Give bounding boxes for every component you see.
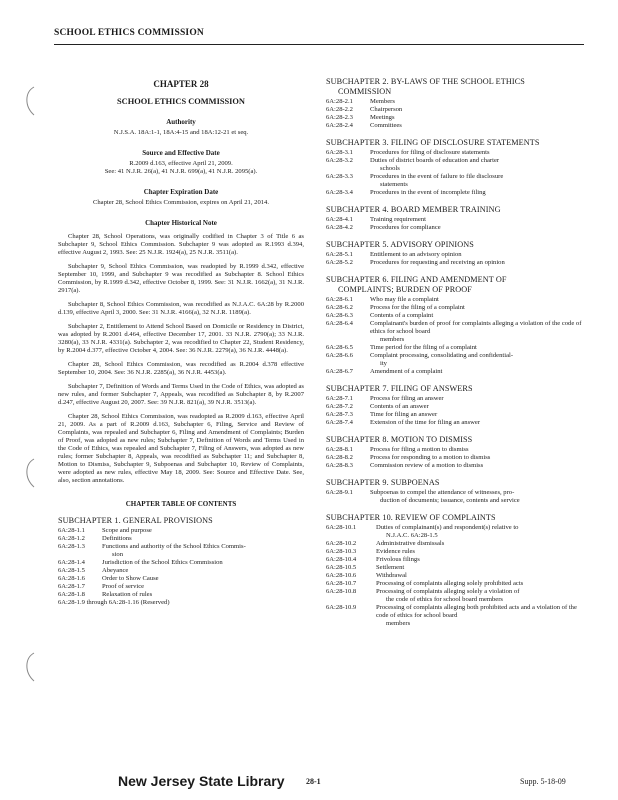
section-title [370,403,588,411]
section-number: 6A:28-1.6 [58,575,85,582]
section-number: 6A:28-1.7 [58,583,85,590]
section-title [370,189,588,197]
running-head: SCHOOL ETHICS COMMISSION [54,28,204,38]
subchapter-heading-cont: COMMISSION [338,87,392,96]
section-number: 6A:28-6.6 [326,352,353,359]
section-title-text: Process for filing an answer [370,395,444,402]
toc-entry [326,489,588,505]
section-number: 6A:28-2.4 [326,122,353,129]
section-title [370,454,588,462]
section-title [370,157,588,173]
toc-entry [326,149,588,157]
source-line: R.2009 d.163, effective April 21, 2009. [129,160,233,167]
toc-entry [326,312,588,320]
section-title [370,419,588,427]
section-number: 6A:28-7.2 [326,403,353,410]
section-title [370,395,588,403]
section-number: 6A:28-8.1 [326,446,353,453]
section-title [370,259,588,267]
toc-entry [326,106,588,114]
section-title-text: Committees [370,122,402,129]
section-title-text: Jurisdiction of the School Ethics Commission [102,559,223,566]
section-number: 6A:28-6.5 [326,344,353,351]
chapter-number: CHAPTER 28 [153,79,209,89]
section-number: 6A:28-7.3 [326,411,353,418]
section-number: 6A:28-1.2 [58,535,85,542]
section-title [370,304,588,312]
section-title [370,173,588,189]
historical-note-paragraph: Chapter 28, School Ethics Commission, was recodified as R.2004 d.378 effective September 10, 2004. See: 36 N.J.R. 2285(a), 36 N.J.R. 4453(a). [58,361,304,376]
section-title [370,149,588,157]
section-title [370,224,588,232]
section-title [370,489,588,505]
punch-hole-top [22,86,36,116]
section-title [102,559,304,567]
toc-entry [326,395,588,403]
toc-entry [326,304,588,312]
section-title [102,575,304,583]
historical-note-paragraph: Chapter 28, School Ethics Commission, was readopted as R.2009 d.163, effective April 21, 2009. As a part of R.2009 d.163, Subchapter 6, Filing, Service and Review of Complaints, was repealed and Subchapter 6, Filing and Amendment of Complaints; Burden of Proof, was adopted as new rules; Subchapter 7, Definition of Words and Terms Used in the Code of Ethics, was repealed and Subchapter 7, Filing of Answers, was adopted as new rules; former Subchapter 8, Appeals, was recodified as Subchapter 11; and Subchapter 8, Motion to Dismiss, Subchapter 9, Subpoenas and Subchapter 10, Review of Complaints, were adopted as new rules, effective May 18, 2009. See: Source and Effective Date. See, also, section annotations. [58,413,304,484]
section-title [370,114,588,122]
section-title [370,312,588,320]
toc-entry [326,572,588,580]
section-title-text: Time period for the filing of a complaint [370,344,477,351]
section-title [370,344,588,352]
section-number: 6A:28-5.1 [326,251,353,258]
section-title [376,564,588,572]
section-title-text: Extension of the time for filing an answer [370,419,481,426]
subchapter-sections [326,251,588,267]
subchapter-heading: SUBCHAPTER 5. ADVISORY OPINIONS [326,240,474,249]
toc-entry [326,446,588,454]
subchapter-sections [326,489,588,505]
section-title-text: Process for responding to a motion to dismiss [370,454,491,461]
authority-text: N.J.S.A. 18A:1-1, 18A:4-15 and 18A:12-21 et seq. [113,129,249,136]
subchapter-heading: SUBCHAPTER 10. REVIEW OF COMPLAINTS [326,513,496,522]
section-number: 6A:28-10.5 [326,564,357,571]
section-title [370,216,588,224]
section-title [370,368,588,376]
section-title [376,588,588,604]
toc-entry [326,524,588,540]
section-title-continuation: members [386,620,411,627]
section-title [370,106,588,114]
section-title-text: Amendment of a complaint [370,368,443,375]
section-title-text: Processing of complaints alleging solely prohibited acts [376,580,524,587]
section-title-text: Procedures for filing of disclosure statements [370,149,490,156]
section-title-text: Members [370,98,395,105]
section-number: 6A:28-10.8 [326,588,357,595]
section-title [102,543,304,559]
toc-entry [326,462,588,470]
subchapter-sections [58,527,304,599]
section-number: 6A:28-10.9 [326,604,357,611]
section-title [102,535,304,543]
section-title-text: Relaxation of rules [102,591,153,598]
toc-entry [326,296,588,304]
section-number: 6A:28-3.3 [326,173,353,180]
section-title [370,462,588,470]
section-title [102,583,304,591]
subchapter-sections [326,216,588,232]
section-title [376,572,588,580]
section-number: 6A:28-1.3 [58,543,85,550]
section-number: 6A:28-6.2 [326,304,353,311]
section-title [370,411,588,419]
toc-entry [326,564,588,572]
subchapter-heading: SUBCHAPTER 3. FILING OF DISCLOSURE STATEMENTS [326,138,540,147]
section-title-text: Procedures in the event of failure to file disclosure [370,173,504,180]
toc-entry [326,604,588,628]
section-number: 6A:28-3.2 [326,157,353,164]
section-number: 6A:28-10.3 [326,548,357,555]
section-title-text: Procedures for requesting and receiving an opinion [370,259,505,266]
supplement-date: Supp. 5-18-09 [520,777,566,786]
section-number: 6A:28-10.4 [326,556,357,563]
section-title-continuation: duction of documents; issuance, contents and service [380,497,520,504]
section-number: 6A:28-2.2 [326,106,353,113]
section-title-continuation: ity [380,360,387,367]
section-number: 6A:28-4.1 [326,216,353,223]
section-number: 6A:28-1.5 [58,567,85,574]
section-title [370,122,588,130]
toc-entry [326,580,588,588]
section-title-text: Procedures for compliance [370,224,441,231]
toc-entry [58,527,304,535]
section-number: 6A:28-2.1 [326,98,353,105]
section-title-continuation: sion [112,551,123,558]
library-stamp: New Jersey State Library [118,773,285,789]
section-title-text: Evidence rules [376,548,415,555]
historical-note-paragraph: Chapter 28, School Operations, was originally codified in Chapter 3 of Title 6 as Subchapter 9, School Ethics Commission. Subchapter 9 was adopted as R.1993 d.394, effective August 2, 1993. See: 25 N.J.R. 1924(a), 25 N.J.R. 3511(a). [58,233,304,256]
section-title-text: Time for filing an answer [370,411,438,418]
punch-hole-bottom [22,652,36,682]
section-title [376,548,588,556]
subchapter-sections [326,149,588,197]
section-number: 6A:28-1.8 [58,591,85,598]
section-number: 6A:28-7.1 [326,395,353,402]
section-title-text: Processing of complaints alleging both prohibited acts and a violation of the code of ethics for school board [376,604,577,619]
toc-entry [326,454,588,462]
section-title-text: Who may file a complaint [370,296,439,303]
chapter-title: SCHOOL ETHICS COMMISSION [117,97,245,106]
section-number: 6A:28-5.2 [326,259,353,266]
section-number: 6A:28-10.7 [326,580,357,587]
section-title-continuation: the code of ethics for school board members [386,596,504,603]
section-number: 6A:28-10.6 [326,572,357,579]
section-title [376,540,588,548]
section-title [370,251,588,259]
section-title-text: Duties of district boards of education and charter [370,157,500,164]
section-number: 6A:28-6.3 [326,312,353,319]
toc-entry [326,224,588,232]
section-title-text: Entitlement to an advisory opinion [370,251,462,258]
section-title-text: Complaint processing, consolidating and confidential- [370,352,514,359]
section-title [102,527,304,535]
toc-entry [58,591,304,599]
toc-entry [326,122,588,130]
toc-entry [326,548,588,556]
expiration-heading: Chapter Expiration Date [143,188,219,196]
toc-entry [326,556,588,564]
section-title [370,320,588,344]
section-number: 6A:28-1.1 [58,527,85,534]
toc-entry [58,567,304,575]
section-title-text: Chairperson [370,106,403,113]
section-number: 6A:28-3.1 [326,149,353,156]
toc-entry [326,352,588,368]
source-heading: Source and Effective Date [142,149,220,157]
section-title-text: Settlement [376,564,405,571]
punch-hole-middle [22,458,36,488]
authority-heading: Authority [166,118,196,126]
section-title-text: Definitions [102,535,132,542]
toc-entry [326,320,588,344]
section-title [102,567,304,575]
section-number: 6A:28-4.2 [326,224,353,231]
section-title-continuation: N.J.A.C. 6A:28-1.5 [386,532,438,539]
contents-heading: CHAPTER TABLE OF CONTENTS [125,500,237,508]
toc-entry [326,114,588,122]
section-title [102,591,304,599]
toc-entry [326,540,588,548]
subchapter-heading: SUBCHAPTER 4. BOARD MEMBER TRAINING [326,205,501,214]
subchapter-heading: SUBCHAPTER 6. FILING AND AMENDMENT OF [326,275,507,284]
toc-entry [326,251,588,259]
toc-entry [326,588,588,604]
subchapter-heading: SUBCHAPTER 2. BY-LAWS OF THE SCHOOL ETHICS [326,77,525,86]
section-title [376,556,588,564]
toc-entry [326,411,588,419]
header-rule [54,44,584,45]
toc-entry [326,419,588,427]
toc-entry [58,583,304,591]
expiration-text: Chapter 28, School Ethics Commission, expires on April 21, 2014. [92,199,269,206]
section-title-text: Process for filing a motion to dismiss [370,446,469,453]
section-number: 6A:28-6.7 [326,368,353,375]
toc-entry [326,344,588,352]
section-title-text: Contents of an answer [370,403,429,410]
toc-entry [326,189,588,197]
subchapter-sections [326,524,588,628]
subchapter-heading: SUBCHAPTER 7. FILING OF ANSWERS [326,384,473,393]
historical-note-paragraph: Subchapter 7, Definition of Words and Terms Used in the Code of Ethics, was adopted as new rules, and former Subchapter 7, Appeals, was recodified as Subchapter 8, by R.2007 d.247, effective August 20, 2007. See: 39 N.J.R. 821(a), 39 N.J.R. 3513(a). [58,383,304,406]
section-number: 6A:28-1.4 [58,559,85,566]
section-title [370,352,588,368]
section-title-text: Proof of service [102,583,145,590]
section-title-text: Process for the filing of a complaint [370,304,465,311]
toc-entry [326,403,588,411]
section-title [376,580,588,588]
reserved-range: 6A:28-1.9 through 6A:28-1.16 (Reserved) [58,599,170,606]
subchapter-sections [326,296,588,376]
section-title-text: Abeyance [102,567,129,574]
section-title-text: Administrative dismissals [376,540,445,547]
section-number: 6A:28-8.3 [326,462,353,469]
page-number: 28-1 [306,777,321,786]
section-title-text: Complainant's burden of proof for complaints alleging a violation of the code of ethics for school board [370,320,582,335]
section-number: 6A:28-6.4 [326,320,353,327]
section-number: 6A:28-3.4 [326,189,353,196]
subchapter-sections [326,446,588,470]
toc-entry [58,559,304,567]
section-title-text: Commission review of a motion to dismiss [370,462,484,469]
section-title [376,524,588,540]
historical-note-paragraph: Subchapter 9, School Ethics Commission, was readopted by R.1999 d.342, effective September 10, 1999, and Subchapter 9 was recodified as Subchapter 8. School Ethics Commission, by R.1999 d.342, effective October 8, 1999. See: 31 N.J.R. 1662(a), 31 N.J.R. 2917(a). [58,263,304,294]
source-line: See: 41 N.J.R. 26(a), 41 N.J.R. 699(a), 41 N.J.R. 2095(a). [104,168,258,175]
section-title [370,296,588,304]
section-number: 6A:28-10.1 [326,524,357,531]
section-number: 6A:28-2.3 [326,114,353,121]
subchapter-heading-cont: COMPLAINTS; BURDEN OF PROOF [338,285,472,294]
historical-note-paragraph: Subchapter 2, Entitlement to Attend School Based on Domicile or Residency in District, was adopted by R.2001 d.464, effective December 17, 2001. 33 N.J.R. 2790(a); 33 N.J.R. 3280(a), 33 N.J.R. 4331(a). Subchapter 2, was recodified to Chapter 22, Student Residency, by R.2004 d.377, effective October 4, 2004. See: 36 N.J.R. 2279(a), 36 N.J.R. 4448(a). [58,323,304,354]
section-title-text: Withdrawal [376,572,407,579]
right-column [326,78,588,628]
section-title-continuation: schools [380,165,400,172]
section-title-text: Procedures in the event of incomplete filing [370,189,486,196]
section-title [376,604,588,628]
subchapter-heading: SUBCHAPTER 8. MOTION TO DISMISS [326,435,473,444]
toc-entry [326,98,588,106]
section-number: 6A:28-6.1 [326,296,353,303]
section-title-text: Processing of complaints alleging solely a violation of [376,588,520,595]
section-title-text: Contents of a complaint [370,312,434,319]
historical-note-heading: Chapter Historical Note [145,219,217,227]
subchapter-heading: SUBCHAPTER 1. GENERAL PROVISIONS [58,516,213,525]
section-title-continuation: members [380,336,405,343]
subchapter-sections [326,395,588,427]
left-column [58,78,304,607]
toc-entry [58,575,304,583]
section-title-text: Order to Show Cause [102,575,159,582]
section-title-text: Subpoenas to compel the attendance of witnesses, pro- [370,489,515,496]
section-title [370,98,588,106]
section-number: 6A:28-7.4 [326,419,353,426]
section-title-text: Functions and authority of the School Ethics Commis- [102,543,246,550]
toc-entry [326,259,588,267]
toc-entry [326,173,588,189]
section-number: 6A:28-9.1 [326,489,353,496]
toc-entry [326,368,588,376]
section-title [370,446,588,454]
toc-entry [326,157,588,173]
section-title-text: Training requirement [370,216,426,223]
section-title-text: Duties of complainant(s) and respondent(s) relative to [376,524,519,531]
section-title-text: Meetings [370,114,395,121]
subchapter-heading: SUBCHAPTER 9. SUBPOENAS [326,478,440,487]
historical-note-paragraph: Subchapter 8, School Ethics Commission, was recodified as N.J.A.C. 6A:28 by R.2000 d.139, effective April 3, 2000. See: 31 N.J.R. 4166(a), 32 N.J.R. 1189(a). [58,301,304,316]
section-title-text: Frivolous filings [376,556,420,563]
section-title-text: Scope and purpose [102,527,152,534]
toc-entry [326,216,588,224]
subchapter-sections [326,98,588,130]
toc-entry [58,535,304,543]
section-number: 6A:28-8.2 [326,454,353,461]
toc-entry [58,543,304,559]
section-number: 6A:28-10.2 [326,540,357,547]
section-title-continuation: statements [380,181,408,188]
